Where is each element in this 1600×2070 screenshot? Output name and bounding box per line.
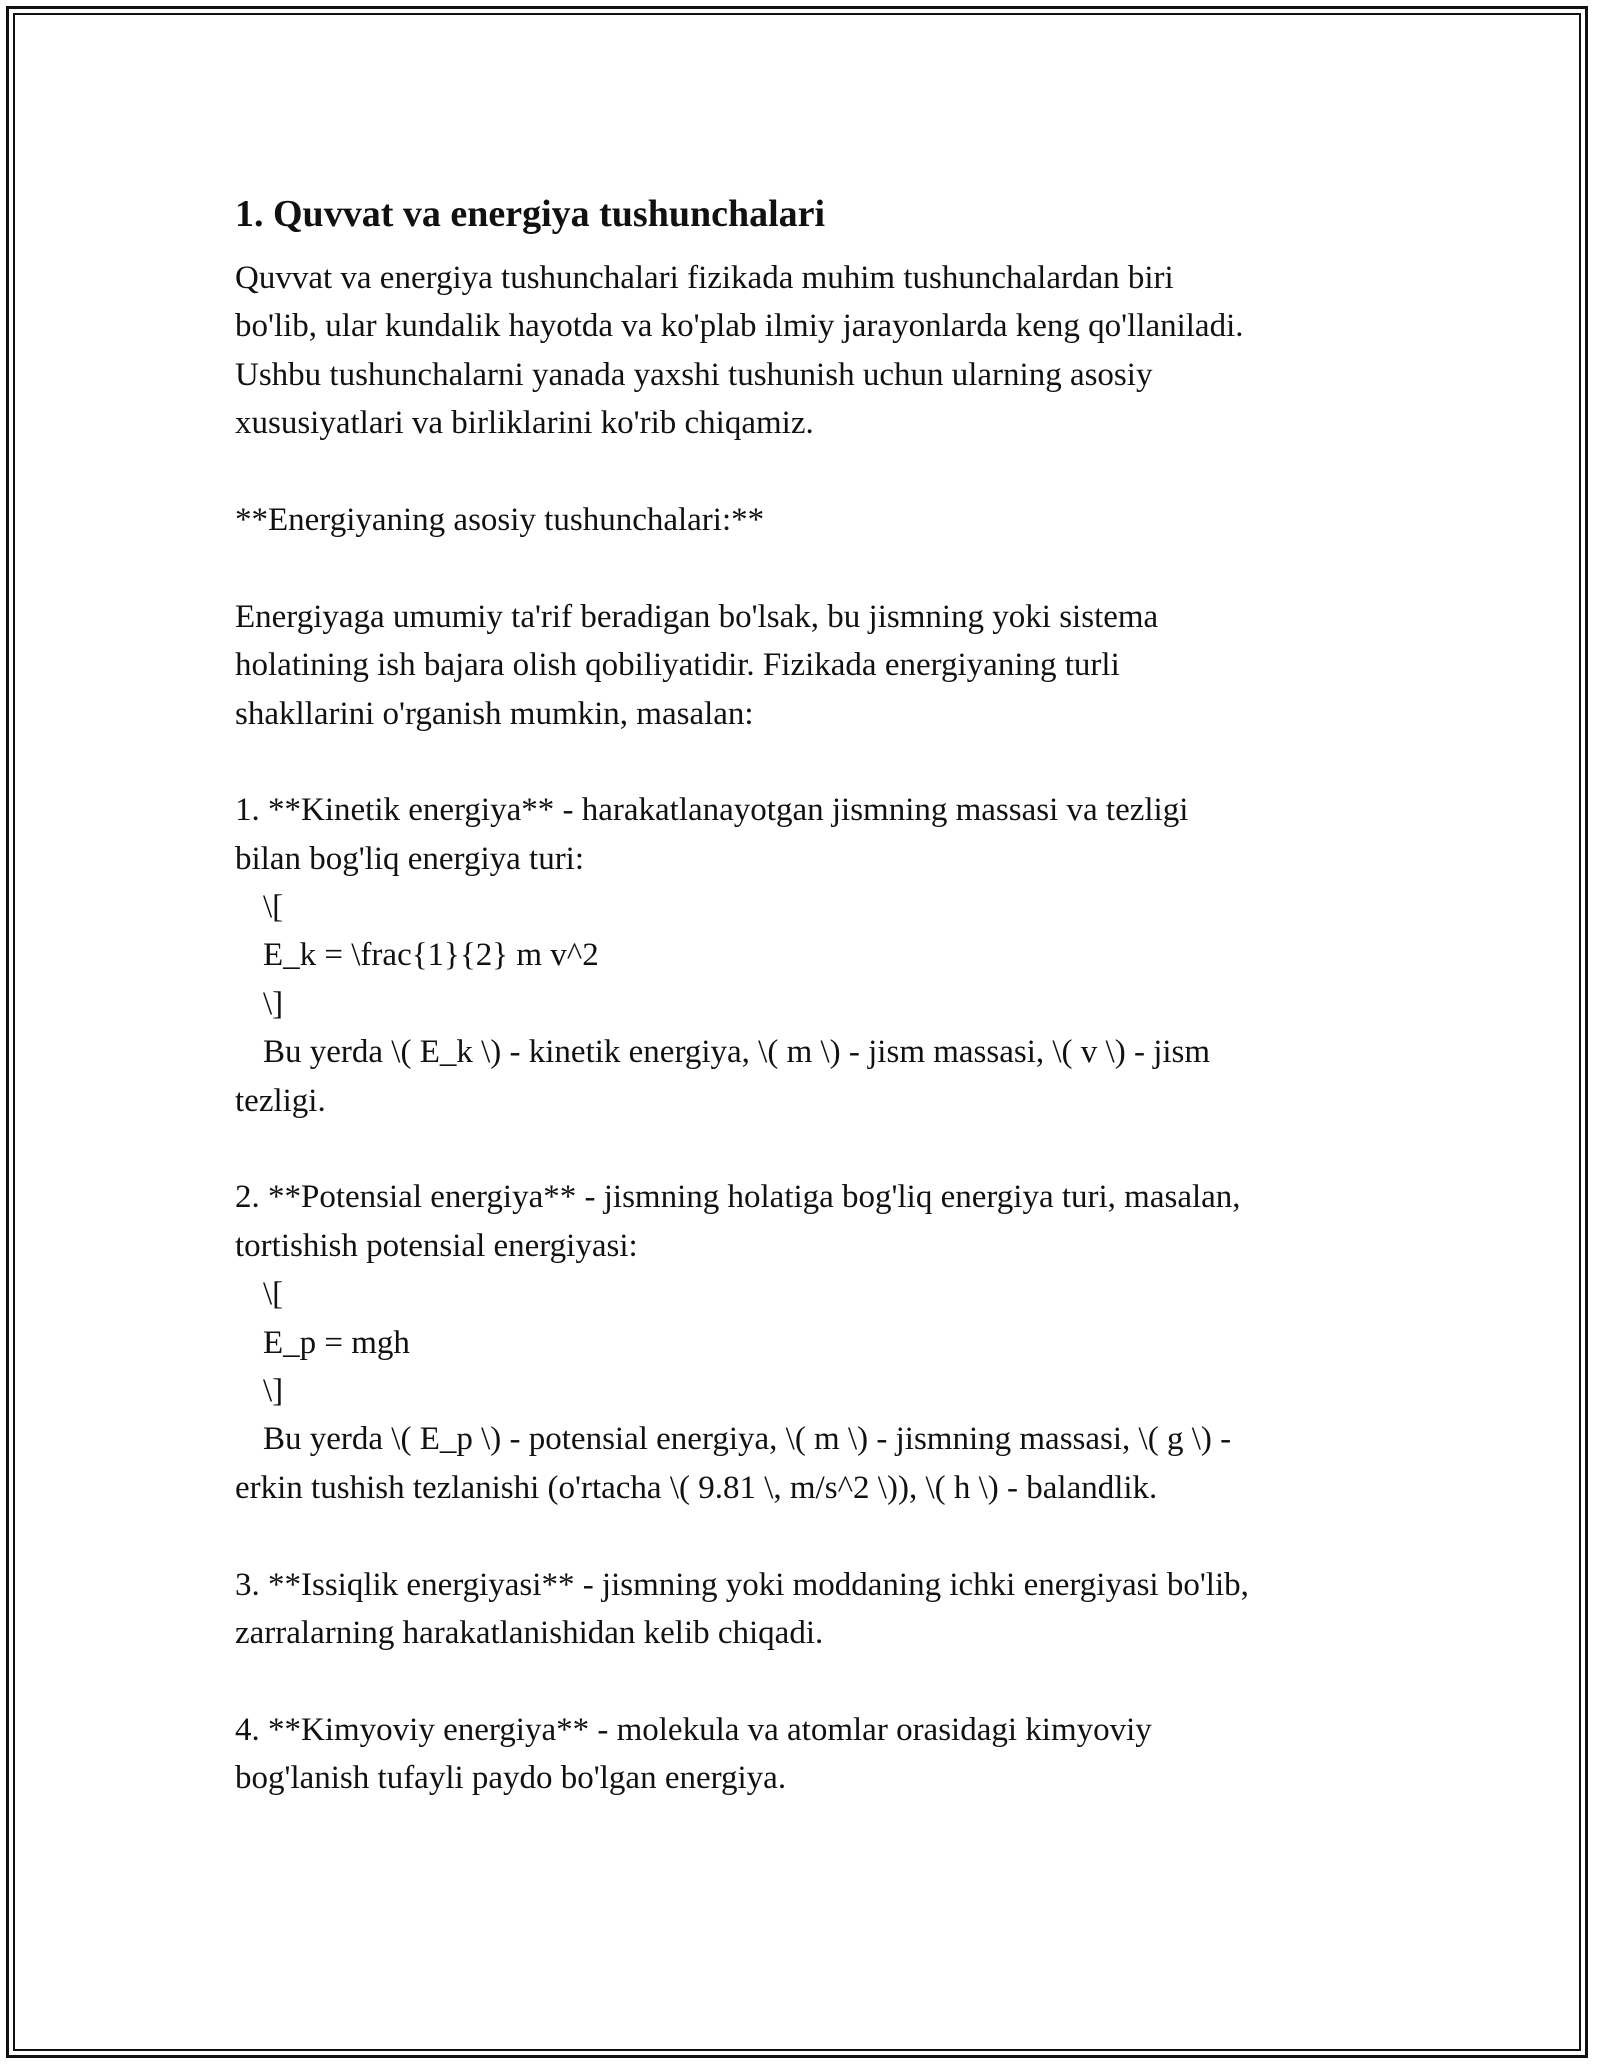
- text-line: E_k = \frac{1}{2} m v^2: [263, 937, 599, 974]
- text-line: \[: [263, 889, 284, 926]
- text-line: erkin tushish tezlanishi (o'rtacha \( 9.81 \, m/s^2 \)), \( h \) - balandlik.: [235, 1469, 1158, 1506]
- blank-line: [235, 738, 1385, 786]
- text-line: E_p = mgh: [263, 1324, 410, 1361]
- text-line: bo'lib, ular kundalik hayotda va ko'plab ilmiy jarayonlarda keng qo'llaniladi.: [235, 308, 1244, 345]
- text-line: 2. **Potensial energiya** - jismning holatiga bog'liq energiya turi, masalan,: [235, 1179, 1241, 1216]
- blank-line: [235, 448, 1385, 496]
- text-line: tortishish potensial energiyasi:: [235, 1227, 638, 1264]
- text-line: \]: [263, 1372, 284, 1409]
- text-line: Energiyaga umumiy ta'rif beradigan bo'lsak, bu jismning yoki sistema: [235, 598, 1159, 635]
- blank-line: [235, 1657, 1385, 1705]
- text-line: bilan bog'liq energiya turi:: [235, 840, 585, 877]
- text-line: 4. **Kimyoviy energiya** - molekula va atomlar orasidagi kimyoviy: [235, 1711, 1152, 1748]
- text-line: \[: [263, 1276, 284, 1313]
- text-line: Quvvat va energiya tushunchalari fizikada muhim tushunchalardan biri: [235, 260, 1174, 296]
- text-line: Ushbu tushunchalarni yanada yaxshi tushunish uchun ularning asosiy: [235, 356, 1153, 393]
- text-line: xususiyatlari va birliklarini ko'rib chiqamiz.: [235, 405, 814, 442]
- text-line: holatining ish bajara olish qobiliyatidir. Fizikada energiyaning turli: [235, 647, 1120, 684]
- blank-line: [235, 1512, 1385, 1560]
- text-line: shakllarini o'rganish mumkin, masalan:: [235, 695, 754, 732]
- document-body: [235, 188, 1385, 1803]
- text-line: Bu yerda \( E_k \) - kinetik energiya, \( m \) - jism massasi, \( v \) - jism: [263, 1034, 1211, 1071]
- body-text: [235, 254, 1385, 1803]
- text-line: \]: [263, 985, 284, 1022]
- text-line: bog'lanish tufayli paydo bo'lgan energiya.: [235, 1760, 787, 1797]
- text-line: 1. **Kinetik energiya** - harakatlanayotgan jismning massasi va tezligi: [235, 792, 1189, 829]
- section-title: 1. Quvvat va energiya tushunchalari: [235, 193, 826, 235]
- text-line: zarralarning harakatlanishidan kelib chiqadi.: [235, 1614, 824, 1651]
- blank-line: [235, 1125, 1385, 1173]
- text-line: tezligi.: [235, 1082, 326, 1119]
- text-line: Bu yerda \( E_p \) - potensial energiya, \( m \) - jismning massasi, \( g \) -: [263, 1421, 1232, 1458]
- text-line: 3. **Issiqlik energiyasi** - jismning yoki moddaning ichki energiyasi bo'lib,: [235, 1566, 1249, 1603]
- text-line: **Energiyaning asosiy tushunchalari:**: [235, 501, 765, 538]
- blank-line: [235, 544, 1385, 592]
